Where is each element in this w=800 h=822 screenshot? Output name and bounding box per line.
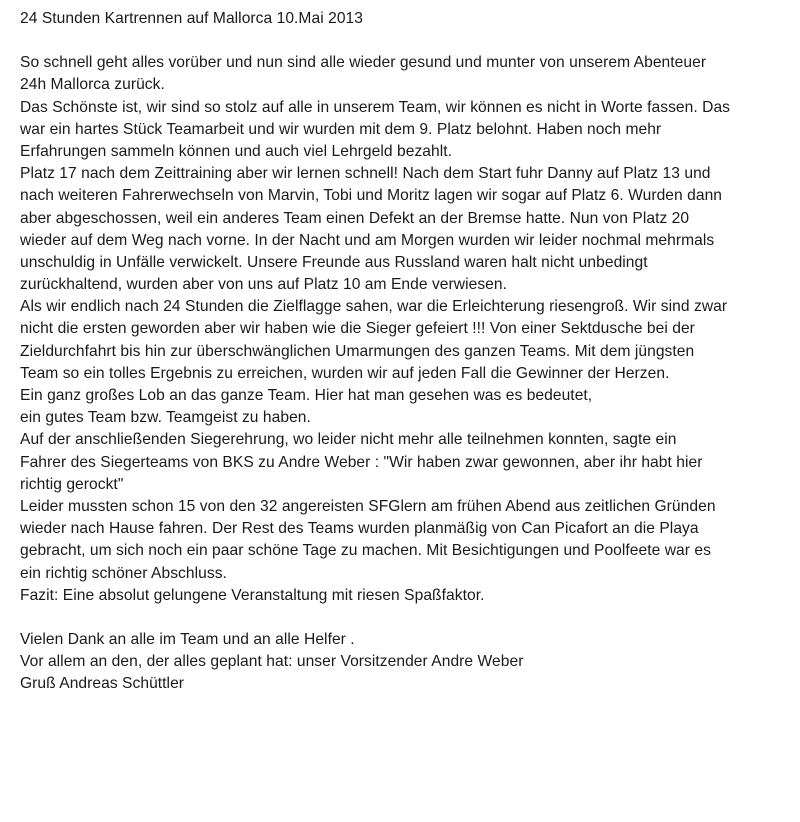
body-line: Platz 17 nach dem Zeittraining aber wir lernen schnell! Nach dem Start fuhr Danny auf Platz 13 und bbox=[20, 165, 711, 183]
body-line: nicht die ersten geworden aber wir haben wie die Sieger gefeiert !!! Von einer Sektdusche bei der bbox=[20, 320, 695, 338]
closing-text bbox=[20, 629, 790, 696]
body-text bbox=[20, 52, 790, 607]
body-line: Auf der anschließenden Siegerehrung, wo leider nicht mehr alle teilnehmen konnten, sagte ein bbox=[20, 431, 677, 449]
body-line: Fahrer des Siegerteams von BKS zu Andre Weber : "Wir haben zwar gewonnen, aber ihr habt hier bbox=[20, 453, 703, 471]
body-line: Zieldurchfahrt bis hin zur überschwänglichen Umarmungen des ganzen Teams. Mit dem jüngsten bbox=[20, 342, 695, 360]
body-line: wieder nach Hause fahren. Der Rest des Teams wurden planmäßig von Can Picafort an die Playa bbox=[20, 520, 699, 538]
document-title: 24 Stunden Kartrennen auf Mallorca 10.Mai 2013 bbox=[20, 10, 363, 27]
body-line: ein richtig schöner Abschluss. bbox=[20, 564, 227, 582]
body-line: Erfahrungen sammeln können und auch viel Lehrgeld bezahlt. bbox=[20, 142, 453, 160]
paragraph-gap bbox=[20, 607, 790, 629]
body-line: Ein ganz großes Lob an das ganze Team. Hier hat man gesehen was es bedeutet, bbox=[20, 387, 593, 404]
body-line: Fazit: Eine absolut gelungene Veranstaltung mit riesen Spaßfaktor. bbox=[20, 586, 485, 604]
body-line: Team so ein tolles Ergebnis zu erreichen, wurden wir auf jeden Fall die Gewinner der Herzen. bbox=[20, 364, 670, 382]
body-line: nach weiteren Fahrerwechseln von Marvin, Tobi und Moritz lagen wir sogar auf Platz 6. Wurden dann bbox=[20, 187, 723, 205]
body-line: richtig gerockt" bbox=[20, 475, 124, 493]
body-line: unschuldig in Unfälle verwickelt. Unsere Freunde aus Russland waren halt nicht unbedingt bbox=[20, 253, 648, 271]
closing-line: Vielen Dank an alle im Team und an alle Helfer . bbox=[20, 631, 355, 649]
body-line: 24h Mallorca zurück. bbox=[20, 76, 165, 94]
signature-line: Gruß Andreas Schüttler bbox=[20, 675, 185, 693]
body-line: So schnell geht alles vorüber und nun sind alle wieder gesund und munter von unserem Abenteuer bbox=[20, 54, 707, 72]
body-line: ein gutes Team bzw. Teamgeist zu haben. bbox=[20, 409, 311, 427]
document-page bbox=[20, 8, 790, 696]
body-line: zurückhaltend, wurden aber von uns auf Platz 10 am Ende verwiesen. bbox=[20, 276, 507, 294]
body-line: Als wir endlich nach 24 Stunden die Zielflagge sahen, war die Erleichterung riesengroß. Wir sind zwar bbox=[20, 298, 728, 316]
body-line: gebracht, um sich noch ein paar schöne Tage zu machen. Mit Besichtigungen und Poolfeete war es bbox=[20, 542, 711, 560]
body-line: Leider mussten schon 15 von den 32 angereisten SFGlern am frühen Abend aus zeitlichen Gründen bbox=[20, 497, 716, 515]
body-line: aber abgeschossen, weil ein anderes Team einen Defekt an der Bremse hatte. Nun von Platz 20 bbox=[20, 209, 690, 227]
closing-line: Vor allem an den, der alles geplant hat: unser Vorsitzender Andre Weber bbox=[20, 653, 524, 671]
body-line: Das Schönste ist, wir sind so stolz auf alle in unserem Team, wir können es nicht in Worte fassen. Das bbox=[20, 98, 731, 116]
body-line: wieder auf dem Weg nach vorne. In der Nacht und am Morgen wurden wir leider nochmal mehrmals bbox=[20, 231, 715, 249]
body-line: war ein hartes Stück Teamarbeit und wir wurden mit dem 9. Platz belohnt. Haben noch mehr bbox=[20, 120, 662, 138]
